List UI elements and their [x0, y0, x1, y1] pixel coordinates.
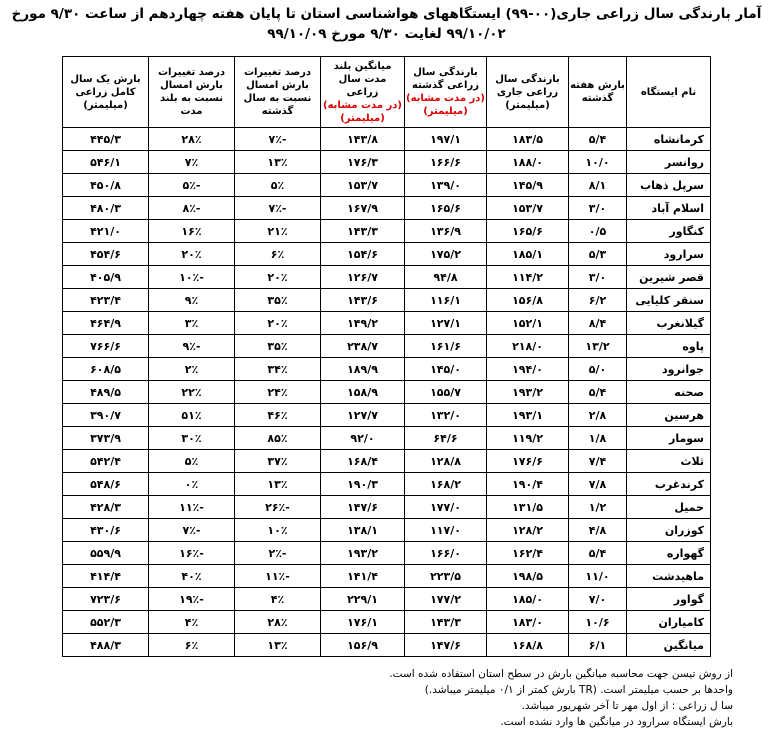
- header-current-year: بارندگی سال زراعی جاری (میلیمتر): [487, 57, 569, 128]
- cell-station: گهواره: [627, 542, 711, 565]
- table-row: [63, 588, 711, 611]
- cell-current-year: ۱۹۰/۴: [487, 473, 569, 496]
- cell-change-longterm: ۷٪: [149, 151, 235, 174]
- table-row: [63, 151, 711, 174]
- cell-week-rain: ۸/۱: [569, 174, 627, 197]
- cell-longterm: ۹۲/۰: [321, 427, 405, 450]
- table-row: [63, 128, 711, 151]
- cell-current-year: ۱۸۵/۰: [487, 588, 569, 611]
- header-longterm-main: میانگین بلند مدت سال زراعی: [333, 60, 392, 98]
- cell-change-last-year: ۴۶٪: [235, 404, 321, 427]
- cell-current-year: ۱۹۳/۲: [487, 381, 569, 404]
- cell-station: گواور: [627, 588, 711, 611]
- cell-current-year: ۲۱۸/۰: [487, 335, 569, 358]
- cell-change-longterm: ۴٪: [149, 611, 235, 634]
- cell-station: حمیل: [627, 496, 711, 519]
- header-week-rain: بارش هفته گذشته: [569, 57, 627, 128]
- cell-change-longterm: -۹٪: [149, 335, 235, 358]
- table-row: [63, 266, 711, 289]
- cell-longterm: ۱۴۹/۲: [321, 312, 405, 335]
- cell-change-longterm: -۱۰٪: [149, 266, 235, 289]
- cell-week-rain: ۷/۴: [569, 450, 627, 473]
- cell-change-last-year: ۲۸٪: [235, 611, 321, 634]
- cell-last-year: ۱۶۵/۶: [405, 197, 487, 220]
- cell-change-last-year: ۱۳٪: [235, 151, 321, 174]
- cell-last-year: ۱۹۷/۱: [405, 128, 487, 151]
- cell-last-year: ۱۱۶/۱: [405, 289, 487, 312]
- cell-longterm: ۱۲۶/۷: [321, 266, 405, 289]
- cell-full-year: ۴۸۸/۳: [63, 634, 149, 657]
- cell-change-last-year: ۳۵٪: [235, 335, 321, 358]
- cell-station: کرندغرب: [627, 473, 711, 496]
- cell-change-longterm: ۴۰٪: [149, 565, 235, 588]
- cell-last-year: ۱۵۵/۷: [405, 381, 487, 404]
- cell-station: ماهیدشت: [627, 565, 711, 588]
- cell-change-last-year: ۳۴٪: [235, 358, 321, 381]
- cell-current-year: ۱۸۵/۱: [487, 243, 569, 266]
- header-row: [63, 57, 711, 128]
- cell-full-year: ۴۲۸/۳: [63, 496, 149, 519]
- cell-change-longterm: -۱۹٪: [149, 588, 235, 611]
- cell-last-year: ۱۴۳/۳: [405, 611, 487, 634]
- cell-week-rain: ۸/۴: [569, 312, 627, 335]
- cell-longterm: ۱۴۳/۸: [321, 128, 405, 151]
- cell-station: کوزران: [627, 519, 711, 542]
- cell-station: هرسین: [627, 404, 711, 427]
- cell-last-year: ۱۶۸/۲: [405, 473, 487, 496]
- cell-current-year: ۱۲۸/۲: [487, 519, 569, 542]
- cell-current-year: ۱۹۳/۱: [487, 404, 569, 427]
- cell-station: کامیاران: [627, 611, 711, 634]
- cell-current-year: ۱۶۵/۶: [487, 220, 569, 243]
- cell-last-year: ۱۳۲/۰: [405, 404, 487, 427]
- cell-full-year: ۴۵۴/۶: [63, 243, 149, 266]
- cell-current-year: ۱۳۱/۵: [487, 496, 569, 519]
- cell-week-rain: ۵/۴: [569, 128, 627, 151]
- cell-longterm: ۱۸۹/۹: [321, 358, 405, 381]
- cell-station: گیلانغرب: [627, 312, 711, 335]
- cell-last-year: ۱۷۵/۲: [405, 243, 487, 266]
- header-longterm-unit: (میلیمتر): [340, 112, 385, 124]
- cell-last-year: ۶۴/۶: [405, 427, 487, 450]
- cell-full-year: ۴۲۳/۴: [63, 289, 149, 312]
- cell-full-year: ۷۲۳/۶: [63, 588, 149, 611]
- cell-change-longterm: -۱۱٪: [149, 496, 235, 519]
- cell-station: روانسر: [627, 151, 711, 174]
- cell-full-year: ۴۶۴/۹: [63, 312, 149, 335]
- cell-full-year: ۵۴۲/۴: [63, 450, 149, 473]
- table-row: [63, 450, 711, 473]
- cell-change-longterm: -۸٪: [149, 197, 235, 220]
- cell-station: سنقر کلیایی: [627, 289, 711, 312]
- cell-week-rain: ۳/۰: [569, 197, 627, 220]
- cell-week-rain: ۰/۵: [569, 220, 627, 243]
- header-station: نام ایستگاه: [627, 57, 711, 128]
- cell-station: کنگاور: [627, 220, 711, 243]
- header-last-year: [405, 57, 487, 128]
- cell-change-last-year: ۸۵٪: [235, 427, 321, 450]
- header-longterm-note: (در مدت مشابه): [323, 99, 402, 111]
- footnote: بارش ایستگاه سرارود در میانگین ها وارد نشده است.: [500, 716, 733, 728]
- cell-change-last-year: ۲۴٪: [235, 381, 321, 404]
- cell-station: قصر شیرین: [627, 266, 711, 289]
- cell-station: سومار: [627, 427, 711, 450]
- cell-last-year: ۹۴/۸: [405, 266, 487, 289]
- cell-change-last-year: ۴٪: [235, 588, 321, 611]
- cell-week-rain: ۲/۸: [569, 404, 627, 427]
- cell-longterm: ۱۹۰/۳: [321, 473, 405, 496]
- cell-week-rain: ۶/۱: [569, 634, 627, 657]
- cell-station: پاوه: [627, 335, 711, 358]
- footnotes: [33, 666, 733, 730]
- table-row: [63, 519, 711, 542]
- cell-change-longterm: ۳۰٪: [149, 427, 235, 450]
- cell-full-year: ۵۵۲/۳: [63, 611, 149, 634]
- cell-last-year: ۱۶۶/۰: [405, 542, 487, 565]
- table-row: [63, 542, 711, 565]
- cell-change-last-year: -۷٪: [235, 128, 321, 151]
- cell-full-year: ۵۴۶/۱: [63, 151, 149, 174]
- cell-change-last-year: ۳۷٪: [235, 450, 321, 473]
- cell-change-last-year: ۱۳٪: [235, 634, 321, 657]
- cell-longterm: ۱۵۸/۹: [321, 381, 405, 404]
- table-row: [63, 312, 711, 335]
- table-body: [63, 128, 711, 657]
- cell-week-rain: ۷/۸: [569, 473, 627, 496]
- cell-week-rain: ۱۳/۲: [569, 335, 627, 358]
- cell-change-longterm: -۵٪: [149, 174, 235, 197]
- cell-change-last-year: ۲۱٪: [235, 220, 321, 243]
- cell-station: جوانرود: [627, 358, 711, 381]
- cell-change-last-year: -۲٪: [235, 542, 321, 565]
- cell-station: صحنه: [627, 381, 711, 404]
- cell-change-last-year: ۱۳٪: [235, 473, 321, 496]
- cell-longterm: ۲۳۸/۷: [321, 335, 405, 358]
- cell-station: ثلاث: [627, 450, 711, 473]
- cell-longterm: ۱۲۷/۷: [321, 404, 405, 427]
- cell-station: سرپل ذهاب: [627, 174, 711, 197]
- cell-week-rain: ۴/۸: [569, 519, 627, 542]
- cell-change-longterm: ۲٪: [149, 358, 235, 381]
- cell-last-year: ۱۳۹/۰: [405, 174, 487, 197]
- table-row: [63, 611, 711, 634]
- cell-full-year: ۵۴۸/۶: [63, 473, 149, 496]
- cell-week-rain: ۷/۰: [569, 588, 627, 611]
- cell-change-longterm: -۱۶٪: [149, 542, 235, 565]
- cell-longterm: ۱۹۳/۲: [321, 542, 405, 565]
- cell-change-last-year: ۶٪: [235, 243, 321, 266]
- table-row: [63, 473, 711, 496]
- cell-full-year: ۴۴۵/۳: [63, 128, 149, 151]
- cell-week-rain: ۵/۰: [569, 358, 627, 381]
- cell-week-rain: ۶/۲: [569, 289, 627, 312]
- rainfall-table: [62, 56, 711, 657]
- cell-change-longterm: ۲۲٪: [149, 381, 235, 404]
- cell-full-year: ۵۵۹/۹: [63, 542, 149, 565]
- cell-full-year: ۴۲۱/۰: [63, 220, 149, 243]
- cell-change-last-year: -۱۱٪: [235, 565, 321, 588]
- cell-change-last-year: ۵٪: [235, 174, 321, 197]
- cell-longterm: ۱۵۴/۶: [321, 243, 405, 266]
- cell-week-rain: ۱/۸: [569, 427, 627, 450]
- cell-change-longterm: ۰٪: [149, 473, 235, 496]
- cell-week-rain: ۵/۴: [569, 381, 627, 404]
- cell-full-year: ۶۰۸/۵: [63, 358, 149, 381]
- table-row: [63, 381, 711, 404]
- cell-longterm: ۱۴۳/۶: [321, 289, 405, 312]
- cell-last-year: ۱۱۷/۰: [405, 519, 487, 542]
- cell-last-year: ۲۲۳/۵: [405, 565, 487, 588]
- table-row: [63, 335, 711, 358]
- cell-full-year: ۴۳۰/۶: [63, 519, 149, 542]
- cell-longterm: ۱۴۳/۳: [321, 220, 405, 243]
- cell-current-year: ۱۵۳/۷: [487, 197, 569, 220]
- cell-change-longterm: ۱۶٪: [149, 220, 235, 243]
- cell-current-year: ۱۴۵/۹: [487, 174, 569, 197]
- cell-change-last-year: ۱۰٪: [235, 519, 321, 542]
- cell-longterm: ۱۴۷/۶: [321, 496, 405, 519]
- cell-current-year: ۱۸۳/۰: [487, 611, 569, 634]
- cell-change-longterm: ۲۸٪: [149, 128, 235, 151]
- cell-last-year: ۱۴۵/۰: [405, 358, 487, 381]
- cell-last-year: ۱۴۷/۶: [405, 634, 487, 657]
- cell-station: کرمانشاه: [627, 128, 711, 151]
- header-change-longterm: درصد تغییرات بارش امسال نسبت به بلند مدت: [149, 57, 235, 128]
- cell-change-last-year: -۲۶٪: [235, 496, 321, 519]
- cell-current-year: ۱۶۲/۴: [487, 542, 569, 565]
- cell-last-year: ۱۲۷/۱: [405, 312, 487, 335]
- header-longterm: [321, 57, 405, 128]
- cell-change-longterm: ۵٪: [149, 450, 235, 473]
- table-row: [63, 174, 711, 197]
- cell-change-last-year: ۲۰٪: [235, 312, 321, 335]
- cell-full-year: ۷۶۶/۶: [63, 335, 149, 358]
- cell-change-longterm: ۶٪: [149, 634, 235, 657]
- cell-last-year: ۱۶۶/۶: [405, 151, 487, 174]
- header-change-last-year: درصد تغییرات بارش امسال نسبت به سال گذشته: [235, 57, 321, 128]
- cell-full-year: ۳۹۰/۷: [63, 404, 149, 427]
- cell-full-year: ۴۱۴/۴: [63, 565, 149, 588]
- cell-change-longterm: ۲۰٪: [149, 243, 235, 266]
- table-row: [63, 634, 711, 657]
- table-row: [63, 289, 711, 312]
- cell-current-year: ۱۱۴/۲: [487, 266, 569, 289]
- cell-full-year: ۴۸۹/۵: [63, 381, 149, 404]
- cell-last-year: ۱۲۸/۸: [405, 450, 487, 473]
- cell-last-year: ۱۷۷/۲: [405, 588, 487, 611]
- cell-week-rain: ۵/۴: [569, 542, 627, 565]
- cell-change-last-year: ۲۰٪: [235, 266, 321, 289]
- cell-current-year: ۱۸۸/۰: [487, 151, 569, 174]
- cell-change-last-year: ۳۵٪: [235, 289, 321, 312]
- cell-week-rain: ۱۱/۰: [569, 565, 627, 588]
- header-full-year: بارش یک سال کامل زراعی (میلیمتر): [63, 57, 149, 128]
- cell-longterm: ۱۵۳/۷: [321, 174, 405, 197]
- cell-week-rain: ۱۰/۶: [569, 611, 627, 634]
- table-row: [63, 243, 711, 266]
- cell-current-year: ۱۵۲/۱: [487, 312, 569, 335]
- cell-full-year: ۴۸۰/۳: [63, 197, 149, 220]
- cell-change-longterm: ۵۱٪: [149, 404, 235, 427]
- cell-change-last-year: -۷٪: [235, 197, 321, 220]
- cell-current-year: ۱۸۳/۵: [487, 128, 569, 151]
- cell-longterm: ۱۶۸/۴: [321, 450, 405, 473]
- cell-current-year: ۱۹۴/۰: [487, 358, 569, 381]
- cell-change-longterm: ۹٪: [149, 289, 235, 312]
- cell-current-year: ۱۹۸/۵: [487, 565, 569, 588]
- header-last-year-note: (در مدت مشابه): [406, 93, 485, 104]
- cell-week-rain: ۳/۰: [569, 266, 627, 289]
- cell-current-year: ۱۷۶/۶: [487, 450, 569, 473]
- cell-longterm: ۲۲۹/۱: [321, 588, 405, 611]
- cell-station: میانگین: [627, 634, 711, 657]
- cell-current-year: ۱۵۶/۸: [487, 289, 569, 312]
- cell-full-year: ۴۵۰/۸: [63, 174, 149, 197]
- cell-station: سرارود: [627, 243, 711, 266]
- cell-longterm: ۱۳۸/۱: [321, 519, 405, 542]
- footnote: سا ل زراعی : از اول مهر تا آخر شهریور میباشد.: [521, 700, 733, 712]
- cell-longterm: ۱۶۷/۹: [321, 197, 405, 220]
- cell-longterm: ۱۴۱/۴: [321, 565, 405, 588]
- page-title: آمار بارندگی سال زراعی جاری(۰۰-۹۹) ایستگاههای هواشناسی استان تا پایان هفته چهاردهم از ساعت ۹/۳۰ مورخ ۹۹/۱۰/۰۲ لغایت ۹/۳۰ مورخ ۹۹/۱۰/۰۹: [11, 6, 762, 42]
- cell-change-longterm: ۳٪: [149, 312, 235, 335]
- cell-current-year: ۱۱۹/۲: [487, 427, 569, 450]
- footnote: واحدها بر حسب میلیمتر است. (TR بارش کمتر از ۰/۱ میلیمتر میباشد.): [424, 684, 733, 696]
- cell-change-longterm: -۷٪: [149, 519, 235, 542]
- cell-full-year: ۳۷۳/۹: [63, 427, 149, 450]
- table-row: [63, 427, 711, 450]
- cell-longterm: ۱۷۶/۳: [321, 151, 405, 174]
- cell-last-year: ۱۶۱/۶: [405, 335, 487, 358]
- footnote: از روش تیسن جهت محاسبه میانگین بارش در سطح استان استفاده شده است.: [389, 668, 733, 680]
- table-row: [63, 496, 711, 519]
- cell-last-year: ۱۷۷/۰: [405, 496, 487, 519]
- table-row: [63, 404, 711, 427]
- cell-week-rain: ۱/۲: [569, 496, 627, 519]
- table-row: [63, 197, 711, 220]
- table-row: [63, 565, 711, 588]
- cell-station: اسلام آباد: [627, 197, 711, 220]
- cell-last-year: ۱۳۶/۹: [405, 220, 487, 243]
- cell-week-rain: ۱۰/۰: [569, 151, 627, 174]
- cell-full-year: ۴۰۵/۹: [63, 266, 149, 289]
- header-last-year-main: بارندگی سال زراعی گذشته: [412, 67, 479, 91]
- table-row: [63, 358, 711, 381]
- header-last-year-unit: (میلیمتر): [423, 106, 468, 117]
- cell-longterm: ۱۵۶/۹: [321, 634, 405, 657]
- cell-current-year: ۱۶۸/۸: [487, 634, 569, 657]
- cell-longterm: ۱۷۶/۱: [321, 611, 405, 634]
- cell-week-rain: ۵/۳: [569, 243, 627, 266]
- table-row: [63, 220, 711, 243]
